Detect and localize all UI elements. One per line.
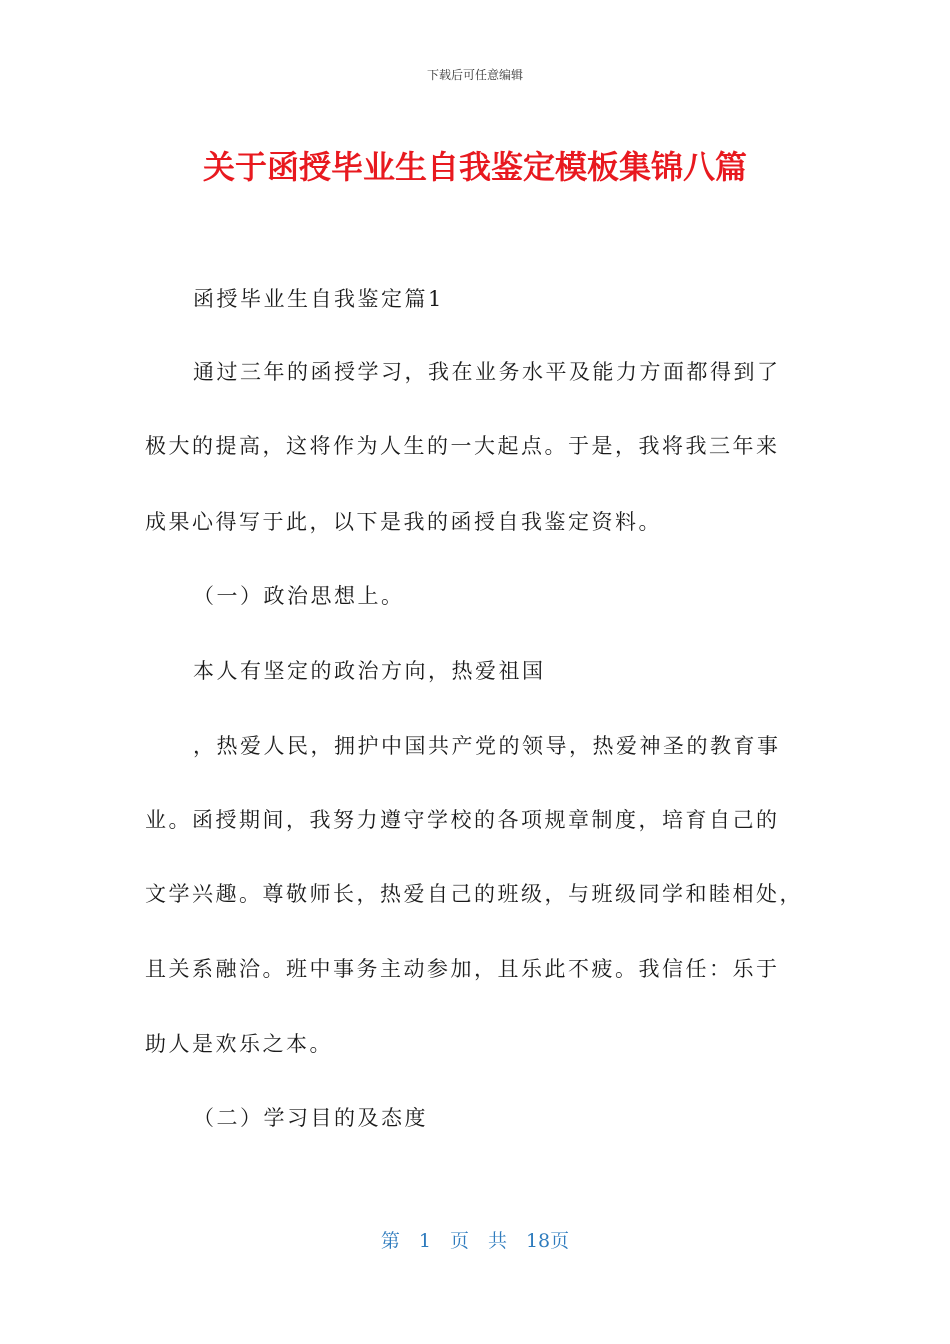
page-footer: 第 1 页 共 18页 [380,1230,570,1252]
section-heading: 函授毕业生自我鉴定篇1 [193,287,444,311]
document-title: 关于函授毕业生自我鉴定模板集锦八篇 [202,148,747,186]
paragraph-line: ，热爱人民，拥护中国共产党的领导，热爱神圣的教育事 [193,734,781,758]
subsection-heading: （二）学习目的及态度 [193,1106,428,1130]
paragraph-line: 业。函授期间，我努力遵守学校的各项规章制度，培育自己的 [145,808,780,832]
paragraph-line: 助人是欢乐之本。 [145,1032,333,1056]
subsection-heading: （一）政治思想上。 [193,584,405,608]
paragraph-line: 且关系融洽。班中事务主动参加，且乐此不疲。我信任：乐于 [145,957,780,981]
paragraph-line: 极大的提高，这将作为人生的一大起点。于是，我将我三年来 [145,434,780,458]
paragraph-line: 成果心得写于此，以下是我的函授自我鉴定资料。 [145,510,662,534]
paragraph-line: 通过三年的函授学习，我在业务水平及能力方面都得到了 [193,360,781,384]
paragraph-line: 本人有坚定的政治方向，热爱祖国 [193,659,546,683]
paragraph-line: 文学兴趣。尊敬师长，热爱自己的班级，与班级同学和睦相处， [145,882,803,906]
header-note: 下载后可任意编辑 [426,68,523,82]
